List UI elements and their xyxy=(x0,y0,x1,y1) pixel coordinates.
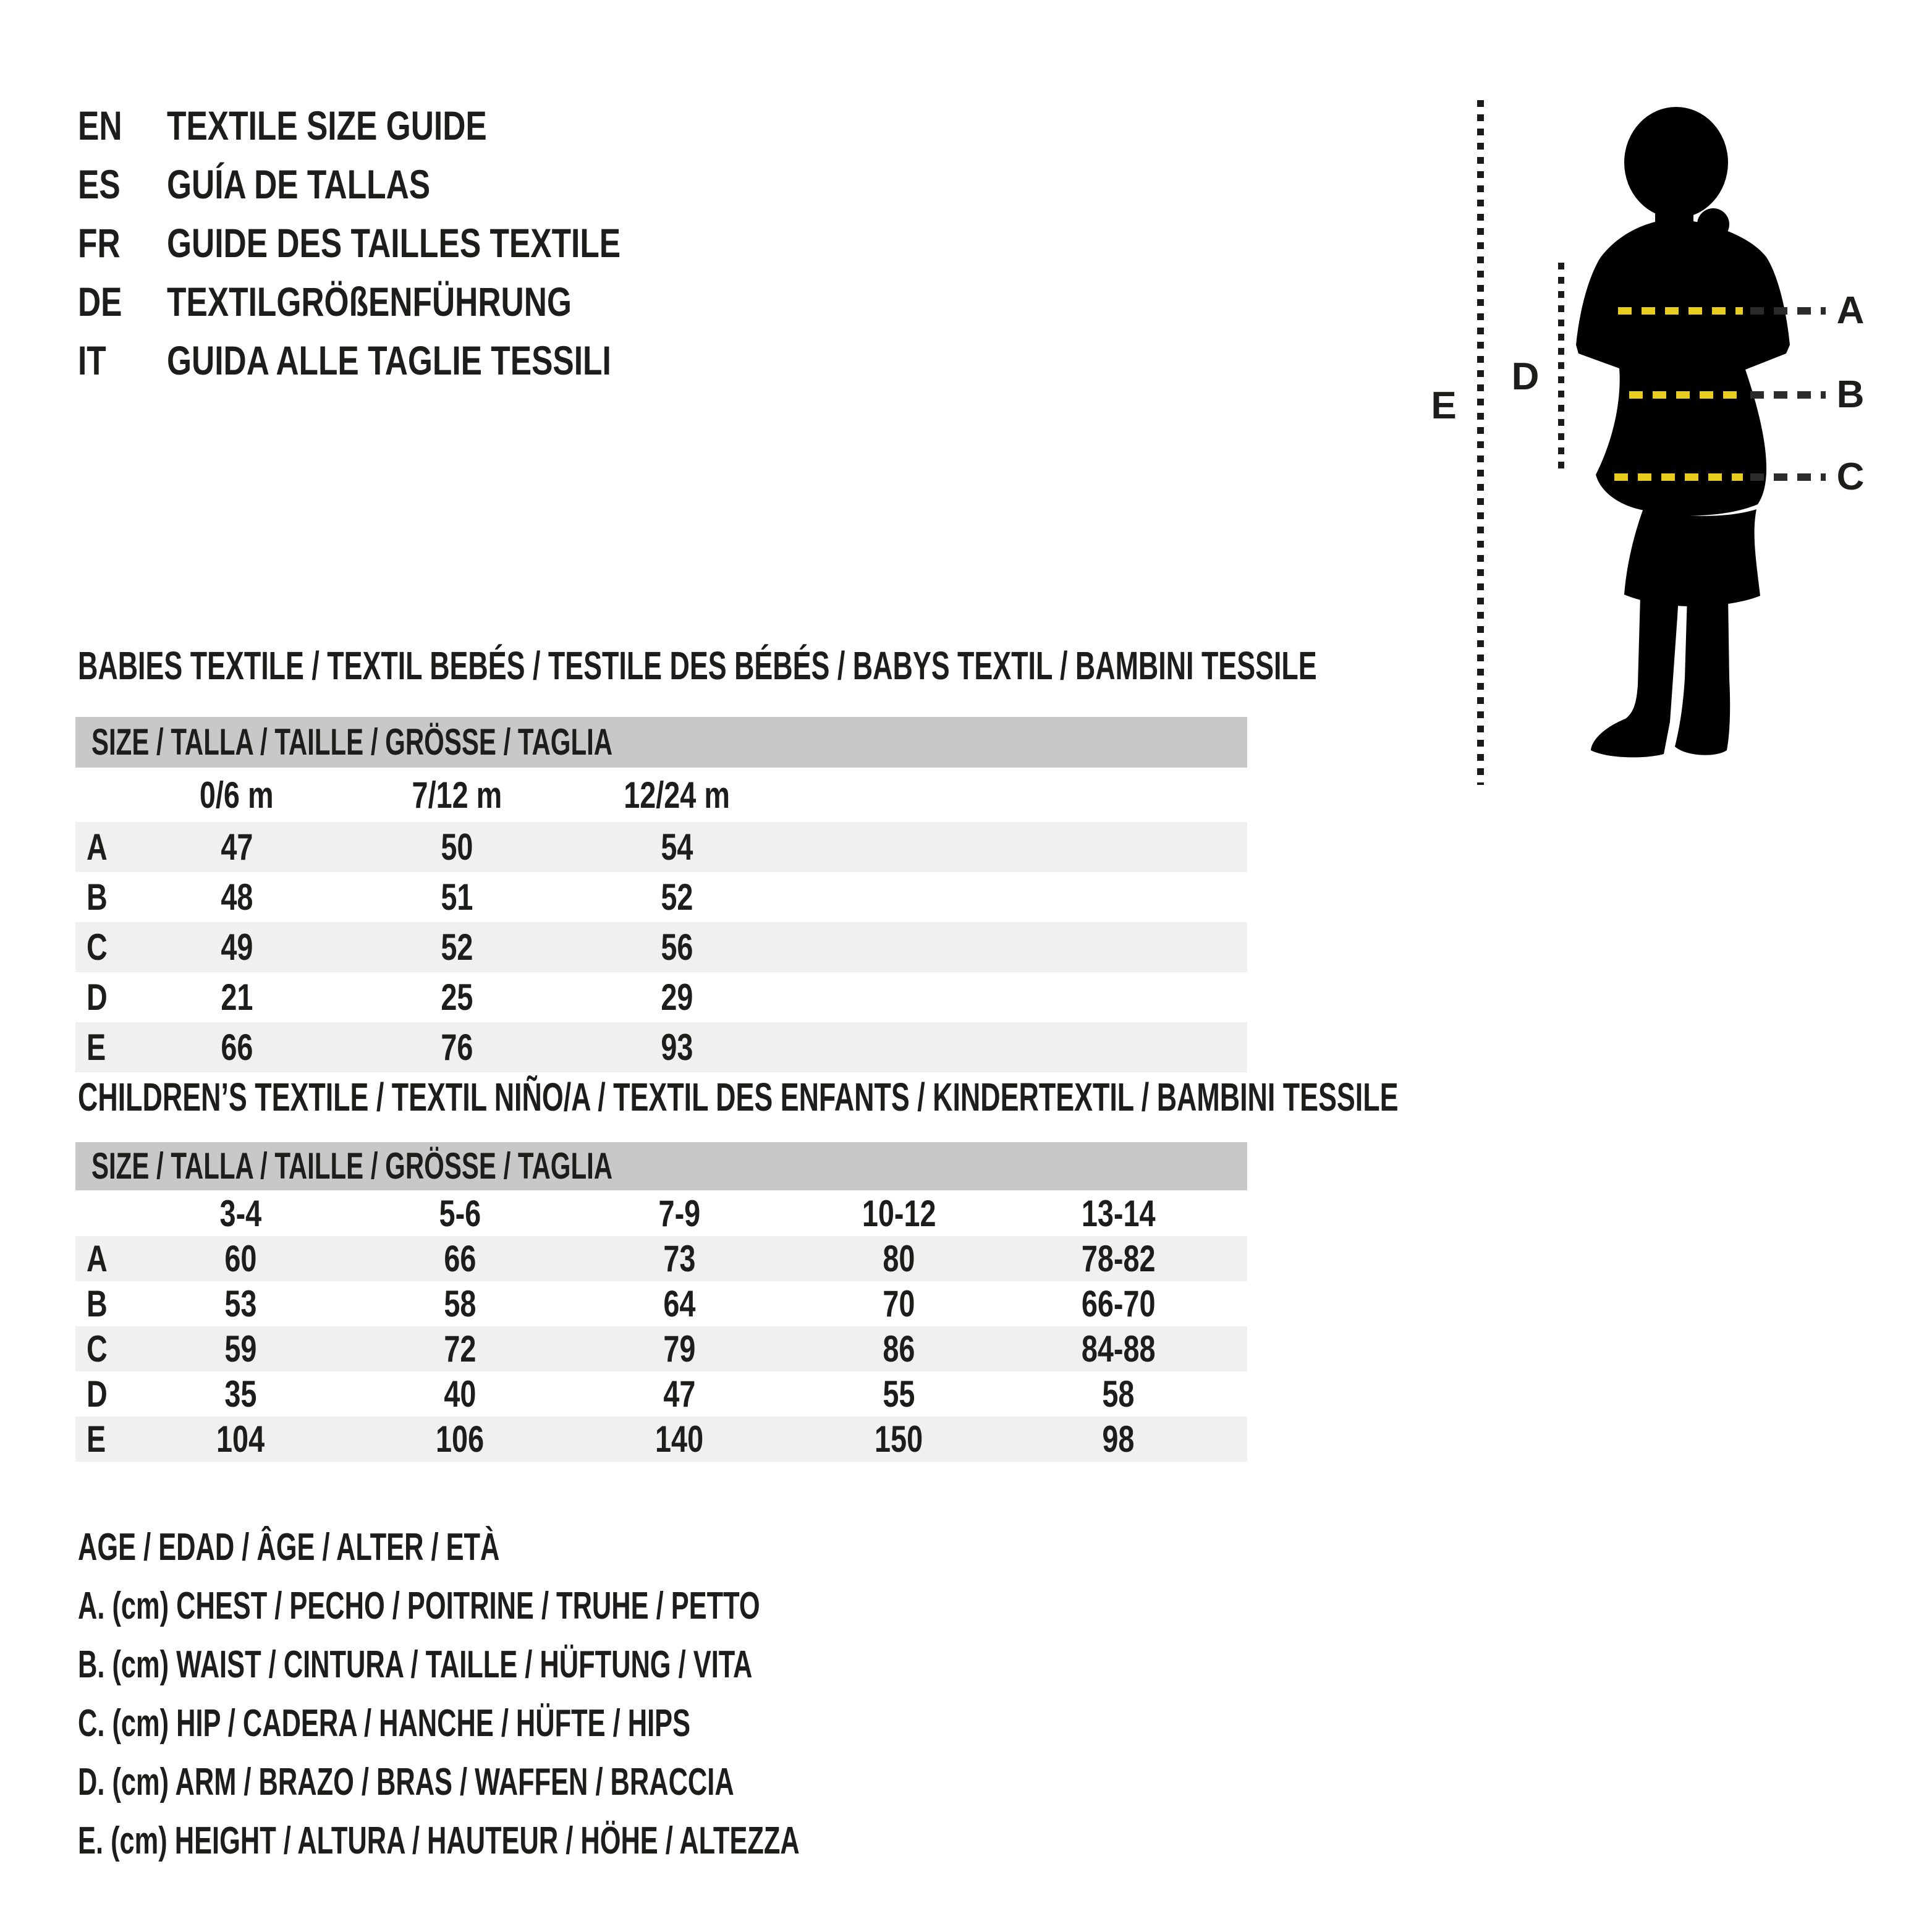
row-label: D xyxy=(87,977,108,1018)
language-title-de: TEXTILGRÖßENFÜHRUNG xyxy=(167,279,572,324)
children-section-title-text: CHILDREN’S TEXTILE / TEXTIL NIÑO/A / TEXTIL DES ENFANTS / KINDERTEXTIL / BAMBINI TESSILE xyxy=(78,1075,1399,1119)
children-table-header-text: SIZE / TALLA / TAILLE / GRÖSSE / TAGLIA xyxy=(91,1145,613,1187)
language-list xyxy=(78,96,943,390)
legend-chest: A. (cm) CHEST / PECHO / POITRINE / TRUHE / PETTO xyxy=(78,1585,760,1627)
legend-hip: C. (cm) HIP / CADERA / HANCHE / HÜFTE / HIPS xyxy=(78,1702,691,1745)
chest-line-dark xyxy=(1750,307,1826,315)
babies-column-12-24m: 12/24 m xyxy=(624,774,730,816)
children-column-7-9: 7-9 xyxy=(658,1192,701,1234)
babies-table-header-text: SIZE / TALLA / TAILLE / GRÖSSE / TAGLIA xyxy=(91,721,613,763)
children-column-13-14: 13-14 xyxy=(1081,1192,1156,1234)
children-column-header-row xyxy=(75,1190,1247,1236)
children-column-3-4: 3-4 xyxy=(219,1192,262,1234)
row-label: B xyxy=(87,1283,108,1324)
chest-line-yellow xyxy=(1618,307,1743,315)
figure-label-c: C xyxy=(1836,455,1865,498)
language-row-es xyxy=(78,155,943,214)
table-row: B 53 58 64 70 66-70 xyxy=(75,1281,1247,1326)
table-row: E 104 106 140 150 98 xyxy=(75,1417,1247,1462)
table-row: A 60 66 73 80 78-82 xyxy=(75,1236,1247,1281)
language-row-it xyxy=(78,331,943,390)
language-code-es: ES xyxy=(78,161,121,207)
row-label: A xyxy=(87,1238,108,1279)
babies-size-table xyxy=(75,717,1247,1072)
language-row-de xyxy=(78,273,943,331)
language-code-de: DE xyxy=(78,279,122,324)
arm-measure-line-d xyxy=(1558,263,1564,473)
figure-label-e: E xyxy=(1431,384,1457,427)
children-size-table xyxy=(75,1142,1247,1462)
row-label: E xyxy=(87,1418,106,1460)
table-row: D 21 25 29 xyxy=(75,972,1247,1022)
babies-table-header-bar xyxy=(75,717,1247,768)
measurement-legend xyxy=(78,1518,1109,1870)
table-row: A 47 50 54 xyxy=(75,822,1247,872)
language-title-en: TEXTILE SIZE GUIDE xyxy=(167,103,487,148)
language-code-it: IT xyxy=(78,337,106,383)
table-row: E 66 76 93 xyxy=(75,1022,1247,1072)
row-label: E xyxy=(87,1027,106,1068)
legend-age: AGE / EDAD / ÂGE / ALTER / ETÀ xyxy=(78,1526,500,1569)
language-code-en: EN xyxy=(78,103,122,148)
language-title-es: GUÍA DE TALLAS xyxy=(167,161,431,207)
waist-line-yellow xyxy=(1629,391,1743,399)
language-title-it: GUIDA ALLE TAGLIE TESSILI xyxy=(167,337,611,383)
hip-line-yellow xyxy=(1614,473,1743,481)
language-row-fr xyxy=(78,214,943,273)
figure-label-a: A xyxy=(1836,289,1865,332)
row-label: A xyxy=(87,826,108,868)
table-row: C 59 72 79 86 84-88 xyxy=(75,1326,1247,1371)
children-table-header-bar xyxy=(75,1142,1247,1190)
row-label: D xyxy=(87,1373,108,1415)
legend-arm: D. (cm) ARM / BRAZO / BRAS / WAFFEN / BRACCIA xyxy=(78,1761,734,1803)
table-row: B 48 51 52 xyxy=(75,872,1247,922)
row-label: C xyxy=(87,1328,108,1370)
language-code-fr: FR xyxy=(78,220,121,266)
babies-section-title xyxy=(78,643,1848,688)
children-column-10-12: 10-12 xyxy=(862,1192,936,1234)
language-title-fr: GUIDE DES TAILLES TEXTILE xyxy=(167,220,621,266)
children-column-5-6: 5-6 xyxy=(439,1192,481,1234)
babies-section-title-text: BABIES TEXTILE / TEXTIL BEBÉS / TESTILE DES BÉBÉS / BABYS TEXTIL / BAMBINI TESSILE xyxy=(78,643,1317,688)
row-label: C xyxy=(87,926,108,968)
babies-column-0-6m: 0/6 m xyxy=(200,774,274,816)
babies-column-7-12m: 7/12 m xyxy=(412,774,502,816)
row-label: B xyxy=(87,876,108,918)
figure-label-b: B xyxy=(1836,373,1865,416)
waist-line-dark xyxy=(1750,391,1826,399)
babies-column-header-row xyxy=(75,768,1247,822)
legend-waist: B. (cm) WAIST / CINTURA / TAILLE / HÜFTUNG / VITA xyxy=(78,1643,753,1686)
table-row: D 35 40 47 55 58 xyxy=(75,1371,1247,1417)
children-section-title xyxy=(78,1074,1932,1120)
hip-line-dark xyxy=(1750,473,1826,481)
table-row: C 49 52 56 xyxy=(75,922,1247,972)
figure-label-d: D xyxy=(1511,355,1540,398)
legend-height: E. (cm) HEIGHT / ALTURA / HAUTEUR / HÖHE / ALTEZZA xyxy=(78,1820,800,1862)
language-row-en xyxy=(78,96,943,155)
